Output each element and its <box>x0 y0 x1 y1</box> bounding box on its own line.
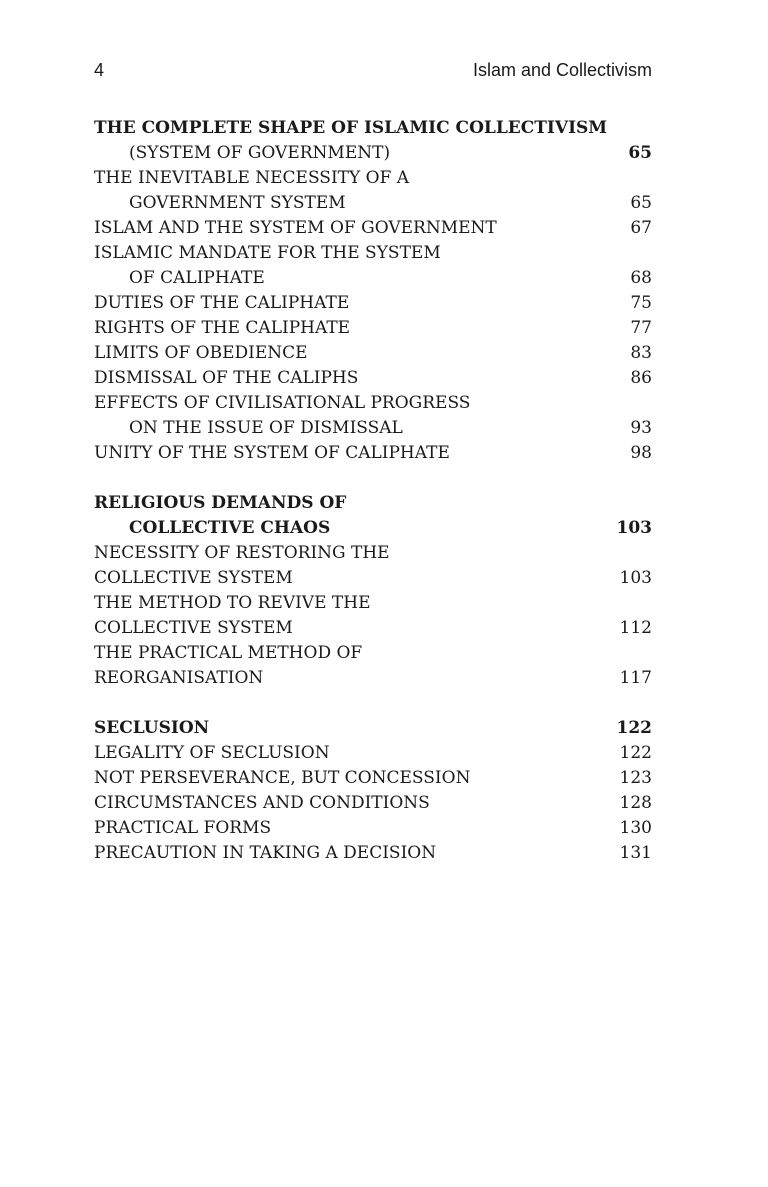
toc-chapter-heading <box>94 491 652 516</box>
toc-entry-title: UNITY OF THE SYSTEM OF CALIPHATE <box>94 443 450 463</box>
toc-entry-title: NOT PERSEVERANCE, BUT CONCESSION <box>94 768 471 788</box>
toc-page-number: 93 <box>630 418 652 438</box>
toc-entry-title: PRECAUTION IN TAKING A DECISION <box>94 843 437 863</box>
toc-entry <box>94 216 652 241</box>
toc-entry <box>94 341 652 366</box>
toc-entry-title: EFFECTS OF CIVILISATIONAL PROGRESS <box>94 393 471 413</box>
toc-entry-title: ISLAM AND THE SYSTEM OF GOVERNMENT <box>94 218 497 238</box>
toc-entry-title: DISMISSAL OF THE CALIPHS <box>94 368 359 388</box>
toc-entry <box>94 766 652 791</box>
toc-chapter-heading <box>94 516 652 541</box>
toc-entry <box>94 391 652 416</box>
section-divider <box>94 466 652 491</box>
section-divider <box>94 691 652 716</box>
toc-entry <box>94 541 652 566</box>
toc-entry-title: THE INEVITABLE NECESSITY OF A <box>94 168 410 188</box>
toc-page-number: 112 <box>619 618 652 638</box>
toc-entry-title: COLLECTIVE SYSTEM <box>94 618 293 638</box>
toc-page-number: 86 <box>630 368 652 388</box>
toc-page-number: 65 <box>630 193 652 213</box>
toc-page-number: 122 <box>616 718 652 738</box>
toc-page-number: 128 <box>619 793 652 813</box>
toc-entry <box>94 641 652 666</box>
toc-entry-title: OF CALIPHATE <box>129 268 265 288</box>
toc-entry-title: LEGALITY OF SECLUSION <box>94 743 330 763</box>
toc-entry-title: THE COMPLETE SHAPE OF ISLAMIC COLLECTIVISM <box>94 118 608 138</box>
toc-chapter-heading <box>94 116 652 141</box>
toc-entry <box>94 791 652 816</box>
toc-chapter-heading <box>94 716 652 741</box>
running-title: Islam and Collectivism <box>472 60 652 80</box>
toc-entry-title: ON THE ISSUE OF DISMISSAL <box>129 418 403 438</box>
toc-entry-title: NECESSITY OF RESTORING THE <box>94 543 390 563</box>
toc-entry-title: COLLECTIVE CHAOS <box>129 518 331 538</box>
toc-entry <box>94 141 652 166</box>
toc-section <box>94 716 652 866</box>
toc-entry-title: THE METHOD TO REVIVE THE <box>94 593 371 613</box>
running-header <box>94 60 652 86</box>
toc-entry-title: DUTIES OF THE CALIPHATE <box>94 293 350 313</box>
toc-entry-title: ISLAMIC MANDATE FOR THE SYSTEM <box>94 243 441 263</box>
toc-entry <box>94 241 652 266</box>
toc-entry-title: PRACTICAL FORMS <box>94 818 272 838</box>
toc-entry <box>94 191 652 216</box>
toc-entry-title: (SYSTEM OF GOVERNMENT) <box>129 143 391 163</box>
toc-entry <box>94 566 652 591</box>
toc-entry <box>94 366 652 391</box>
toc-entry <box>94 316 652 341</box>
toc-entry-title: LIMITS OF OBEDIENCE <box>94 343 308 363</box>
toc-page-number: 65 <box>628 143 652 163</box>
toc-entry <box>94 166 652 191</box>
toc-entry <box>94 741 652 766</box>
toc-page-number: 77 <box>630 318 652 338</box>
toc-page-number: 83 <box>630 343 652 363</box>
toc-entry <box>94 416 652 441</box>
page-number: 4 <box>94 60 105 80</box>
toc-section <box>94 491 652 691</box>
toc-page-number: 68 <box>630 268 652 288</box>
toc-page-number: 67 <box>630 218 652 238</box>
toc-page-number: 75 <box>630 293 652 313</box>
toc-entry <box>94 616 652 641</box>
toc-entry <box>94 666 652 691</box>
toc-entry-title: CIRCUMSTANCES AND CONDITIONS <box>94 793 430 813</box>
toc-entry-title: RELIGIOUS DEMANDS OF <box>94 493 347 513</box>
toc-page-number: 103 <box>616 518 652 538</box>
toc-page-number: 131 <box>619 843 652 863</box>
toc-page-number: 123 <box>619 768 652 788</box>
toc-entry <box>94 841 652 866</box>
toc-page-number: 122 <box>619 743 652 763</box>
toc-entry-title: GOVERNMENT SYSTEM <box>129 193 346 213</box>
toc-page-number: 130 <box>619 818 652 838</box>
toc-entry-title: THE PRACTICAL METHOD OF <box>94 643 363 663</box>
toc-entry-title: REORGANISATION <box>94 668 264 688</box>
toc-entry-title: SECLUSION <box>94 718 210 738</box>
toc-page-number: 98 <box>630 443 652 463</box>
toc-entry <box>94 591 652 616</box>
toc-entry-title: RIGHTS OF THE CALIPHATE <box>94 318 351 338</box>
toc-page-number: 103 <box>619 568 652 588</box>
table-of-contents <box>94 116 652 866</box>
toc-entry-title: COLLECTIVE SYSTEM <box>94 568 293 588</box>
toc-entry <box>94 266 652 291</box>
toc-section <box>94 116 652 466</box>
toc-page-number: 117 <box>619 668 652 688</box>
toc-entry <box>94 816 652 841</box>
toc-entry <box>94 291 652 316</box>
toc-entry <box>94 441 652 466</box>
